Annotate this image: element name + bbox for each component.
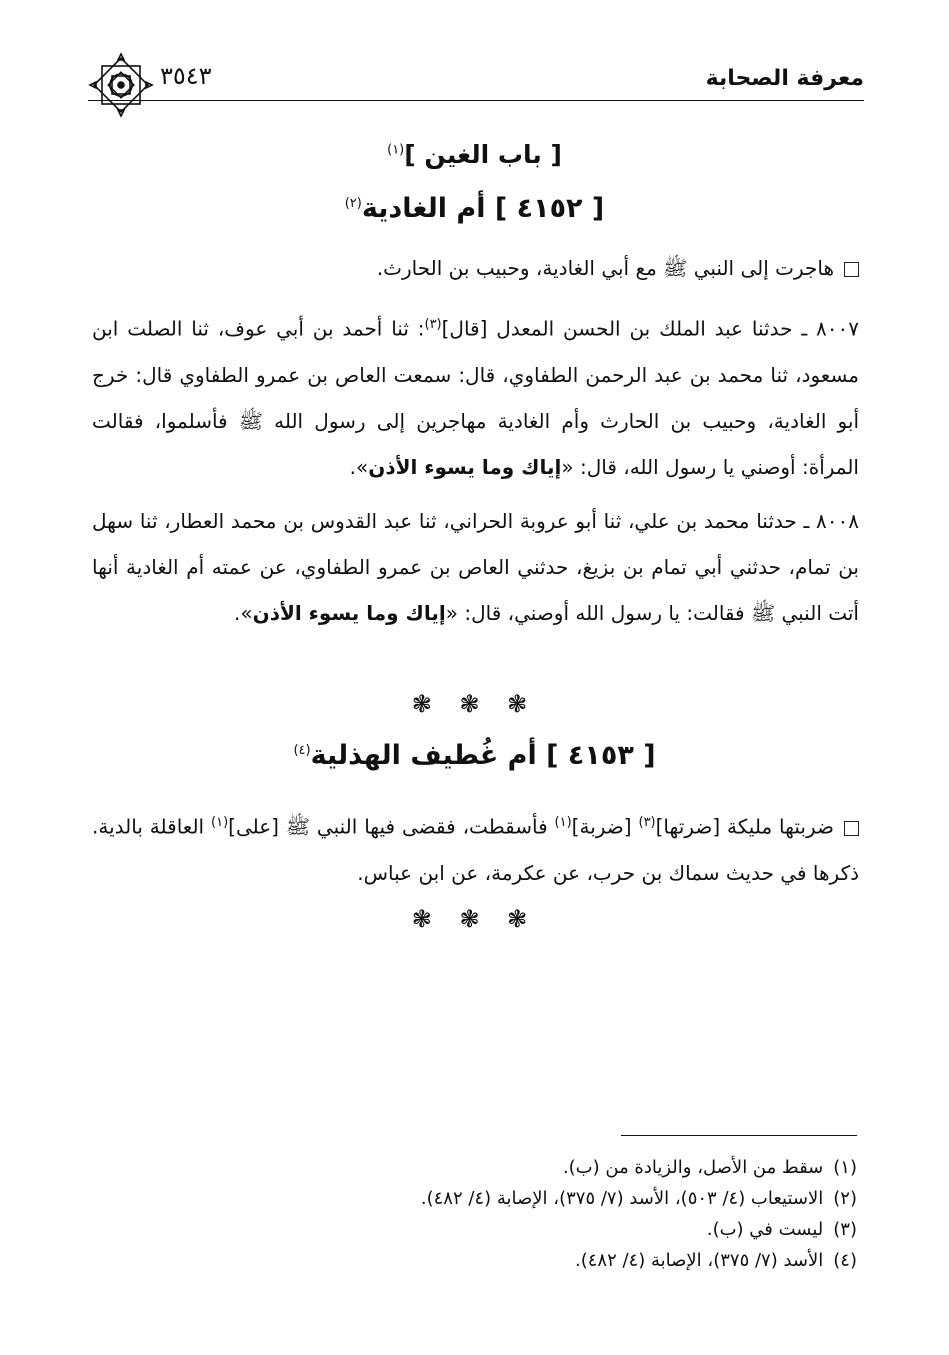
entry-name: أم الغادية [361, 193, 486, 224]
square-bullet-icon [844, 821, 859, 836]
entry-intro-4152 [92, 245, 859, 291]
hadith-8008 [92, 498, 859, 636]
header-rule [88, 100, 864, 101]
octagram-ornament-icon [88, 52, 154, 118]
footnote-item [92, 1152, 857, 1183]
footnote-number: (٢) [833, 1188, 857, 1209]
footnote-number: (٤) [833, 1250, 857, 1271]
footnote-ref: (١) [387, 142, 405, 158]
section-separator: ❃ ❃ ❃ [411, 905, 538, 933]
hadith-text: ». [349, 454, 369, 479]
square-bullet-icon [844, 262, 859, 277]
footnote-text: الاستيعاب (٤/ ٥٠٣)، الأسد (٧/ ٣٧٥)، الإصابة (٤/ ٤٨٢). [420, 1188, 824, 1209]
entry-name: أم غُطيف الهذلية [310, 740, 537, 771]
hadith-quote: إياك وما يسوء الأذن [252, 601, 446, 625]
hadith-text: ٨٠٠٨ ـ حدثنا محمد بن علي، ثنا أبو عروبة الحراني، ثنا عبد القدوس بن محمد العطار، ثنا سهل بن تمام، حدثني أبي تمام بن بزيغ، حدثني العاص بن عمرو الطفاوي، عن عمته أم الغادية أنها أتت النبي ﷺ فقالت: يا رسول الله أوصني، قال: « [92, 509, 859, 625]
entry-text: ضربتها مليكة [ضرتها] [655, 814, 834, 839]
entry-number: [ ٤١٥٣ ] [546, 740, 656, 771]
hadith-8007 [92, 302, 859, 490]
hadith-text: ». [234, 601, 253, 625]
entry-number: [ ٤١٥٢ ] [494, 193, 605, 224]
running-title: معرفة الصحابة [705, 66, 864, 91]
hadith-text: : ثنا أحمد بن أبي عوف، ثنا الصلت ابن مسعود، ثنا محمد بن عبد الرحمن الطفاوي، قال: سمعت العاص بن عمرو الطفاوي قال: خرج أبو الغادية، وحبيب بن الحارث وأم الغادية مهاجرين إلى رسول الله ﷺ فأسلموا، فقالت المرأة: أوصني يا رسول الله، قال: « [92, 316, 859, 479]
footnote-item [92, 1214, 857, 1245]
footnote-ref: (٤) [293, 743, 311, 758]
footnote-ref: (٢) [344, 196, 362, 211]
footnote-ref: (١) [211, 815, 229, 830]
footnote-ref: (٣) [424, 317, 442, 332]
footnote-number: (١) [833, 1157, 857, 1178]
footnote-ref: (١) [554, 815, 572, 830]
footnote-rule [621, 1135, 857, 1136]
footnote-text: ليست في (ب). [706, 1219, 824, 1240]
footnotes [92, 1152, 857, 1276]
entry-text: [ضربة] [571, 814, 639, 839]
intro-text: هاجرت إلى النبي ﷺ مع أبي الغادية، وحبيب بن الحارث. [376, 256, 834, 280]
section-separator: ❃ ❃ ❃ [411, 690, 538, 718]
footnote-ref: (٣) [638, 815, 656, 830]
page-number: ٣٥٤٣ [160, 62, 212, 90]
section-heading-text: [ باب الغين ] [404, 140, 562, 169]
hadith-quote: إياك وما يسوء الأذن [368, 454, 562, 479]
footnote-text: سقط من الأصل، والزيادة من (ب). [562, 1157, 824, 1178]
entry-text-4153 [92, 800, 859, 896]
entry-text: فأسقطت، فقضى فيها النبي ﷺ [على] [228, 814, 555, 839]
footnote-item [92, 1245, 857, 1276]
entry-text: العاقلة بالدية. ذكرها في حديث سماك بن حرب، عن عكرمة، عن ابن عباس. [92, 814, 859, 885]
footnote-item [92, 1183, 857, 1214]
entry-heading-4152 [85, 193, 864, 224]
section-heading [85, 140, 864, 169]
hadith-text: ٨٠٠٧ ـ حدثنا عبد الملك بن الحسن المعدل [قال] [441, 316, 859, 341]
entry-heading-4153 [85, 740, 864, 771]
footnote-text: الأسد (٧/ ٣٧٥)، الإصابة (٤/ ٤٨٢). [575, 1250, 824, 1271]
footnote-number: (٣) [833, 1219, 857, 1240]
